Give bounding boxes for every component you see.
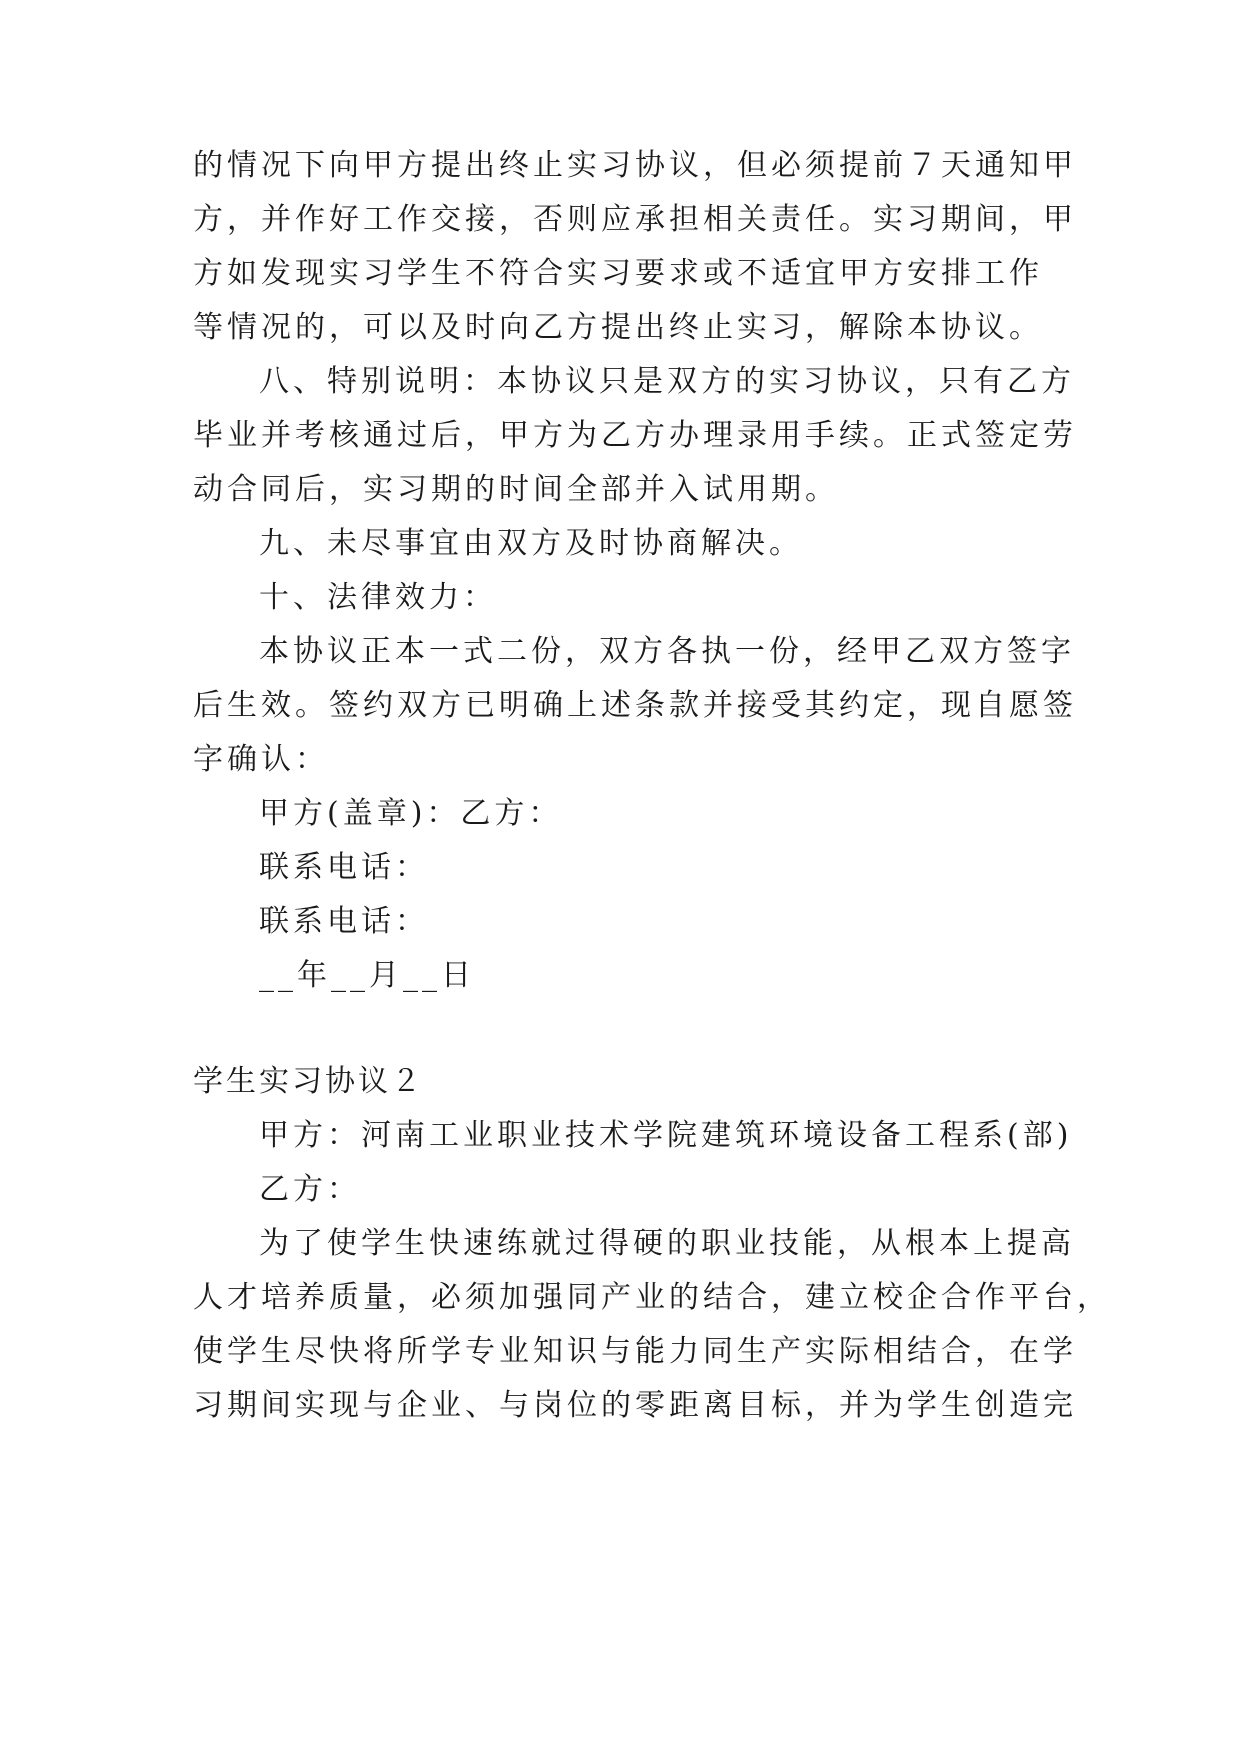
paragraph-line: 方如发现实习学生不符合实习要求或不适宜甲方安排工作	[193, 256, 1043, 291]
party-b: 乙方：	[259, 1172, 361, 1207]
signature-parties: 甲方(盖章)：乙方：	[259, 796, 563, 831]
paragraph-line: 等情况的，可以及时向乙方提出终止实习，解除本协议。	[193, 310, 1043, 345]
paragraph-line: 本协议正本一式二份，双方各执一份，经甲乙双方签字	[259, 634, 1075, 669]
paragraph-line: 动合同后，实习期的时间全部并入试用期。	[193, 472, 839, 507]
section-title: 学生实习协议２	[193, 1064, 424, 1099]
clause-ten-heading: 十、法律效力：	[259, 580, 497, 615]
paragraph-line: 方，并作好工作交接，否则应承担相关责任。实习期间，甲	[193, 202, 1077, 237]
party-a: 甲方：河南工业职业技术学院建筑环境设备工程系(部)	[259, 1118, 1073, 1153]
paragraph-line: 为了使学生快速练就过得硬的职业技能，从根本上提高	[259, 1226, 1075, 1261]
paragraph-line: 毕业并考核通过后，甲方为乙方办理录用手续。正式签定劳	[193, 418, 1077, 453]
paragraph-line: 八、特别说明：本协议只是双方的实习协议，只有乙方	[259, 364, 1075, 399]
paragraph-line: 习期间实现与企业、与岗位的零距离目标，并为学生创造完	[193, 1388, 1077, 1423]
paragraph-line: 使学生尽快将所学专业知识与能力同生产实际相结合，在学	[193, 1334, 1077, 1369]
clause-nine: 九、未尽事宜由双方及时协商解决。	[259, 526, 803, 561]
paragraph-line: 后生效。签约双方已明确上述条款并接受其约定，现自愿签	[193, 688, 1077, 723]
paragraph-line: 字确认：	[193, 742, 329, 777]
contact-phone-2: 联系电话：	[259, 904, 429, 939]
paragraph-line: 的情况下向甲方提出终止实习协议，但必须提前７天通知甲	[193, 148, 1077, 183]
contact-phone-1: 联系电话：	[259, 850, 429, 885]
paragraph-line: 人才培养质量，必须加强同产业的结合，建立校企合作平台，	[193, 1280, 1111, 1315]
date-line: __年__月__日	[259, 958, 475, 993]
